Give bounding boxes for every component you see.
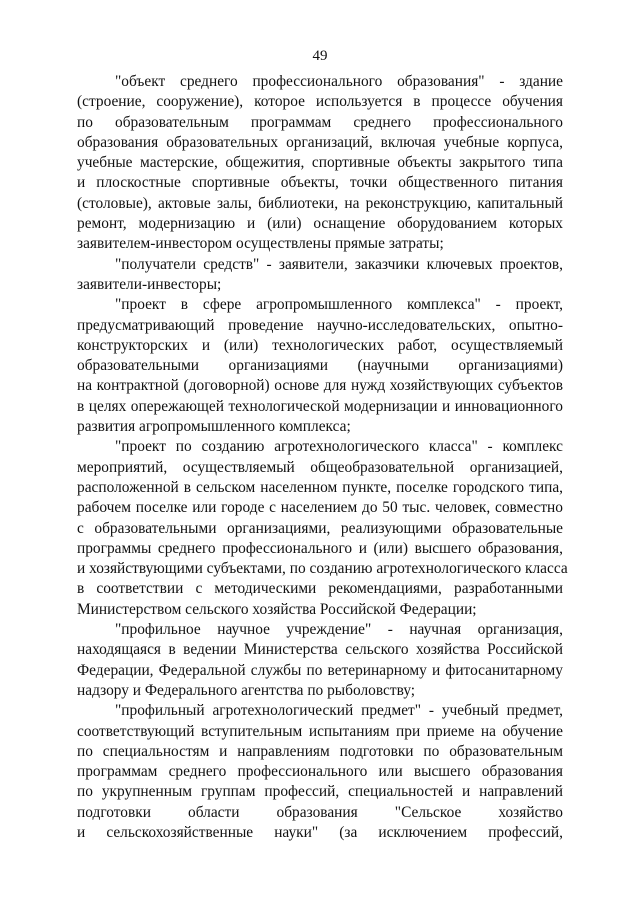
text-line: в соответствии с методическими рекомендациями, разработанными xyxy=(77,580,563,598)
text-line: по укрупненным группам профессий, специальностей и направлений xyxy=(77,783,563,801)
page-number: 49 xyxy=(312,48,328,64)
text-line: по специальностям и направлениям подготовки по образовательным xyxy=(77,742,563,760)
text-line: конструкторских и (или) технологических работ, осуществляемый xyxy=(77,336,563,354)
text-line: по образовательным программам среднего профессионального xyxy=(77,113,563,131)
text-line: "проект по созданию агротехнологического класса" - комплекс xyxy=(115,438,563,456)
definition-paragraph-agrotech-class xyxy=(77,437,568,620)
text-line: программы среднего профессионального и (или) высшего образования, xyxy=(77,539,563,557)
text-line: на контрактной (договорной) основе для нужд хозяйствующих субъектов xyxy=(77,377,563,395)
text-line: с образовательными организациями, реализующими образовательные xyxy=(77,519,563,537)
text-line: заявителем-инвестором осуществлены прямые затраты; xyxy=(77,235,444,253)
text-line: соответствующий вступительным испытаниям при приеме на обучение xyxy=(77,722,563,740)
text-line: (строение, сооружение), которое используется в процессе обучения xyxy=(77,93,563,111)
text-line: расположенной в сельском населенном пункте, поселке городского типа, xyxy=(77,478,563,496)
text-line: программам среднего профессионального или высшего образования xyxy=(77,763,563,781)
text-line: заявители-инвесторы; xyxy=(77,275,222,293)
text-line: и плоскостные спортивные объекты, точки общественного питания xyxy=(77,174,563,192)
text-line: развития агропромышленного комплекса; xyxy=(77,418,351,436)
text-line: Федерации, Федеральной службы по ветеринарному и фитосанитарному xyxy=(77,661,563,679)
definition-paragraph-agrotech-subject xyxy=(77,701,563,843)
text-line: "получатели средств" - заявители, заказчики ключевых проектов, xyxy=(115,255,563,273)
text-line: ремонт, модернизацию и (или) оснащение оборудованием которых xyxy=(77,215,563,233)
text-line: учебные мастерские, общежития, спортивные объекты закрытого типа xyxy=(77,154,563,172)
text-line: мероприятий, осуществляемый общеобразовательной организацией, xyxy=(77,458,563,476)
text-line: "объект среднего профессионального образования" - здание xyxy=(115,73,563,90)
text-line: и сельскохозяйственные науки" (за исключением профессий, xyxy=(77,823,563,841)
text-line: подготовки области образования "Сельское хозяйство xyxy=(77,803,563,821)
text-line: находящаяся в ведении Министерства сельского хозяйства Российской xyxy=(77,641,563,659)
text-line: предусматривающий проведение научно-исследовательских, опытно- xyxy=(77,316,563,334)
document-body xyxy=(77,72,568,843)
definition-paragraph-scientific-institution xyxy=(77,620,563,701)
text-line: образования образовательных организаций, включая учебные корпуса, xyxy=(77,133,563,151)
text-line: "проект в сфере агропромышленного комплекса" - проект, xyxy=(115,296,563,314)
text-line: и хозяйствующими субъектами, по созданию агротехнологического класса xyxy=(77,560,568,578)
definition-paragraph-recipients xyxy=(77,255,563,296)
text-line: "профильный агротехнологический предмет" - учебный предмет, xyxy=(115,702,563,720)
text-line: образовательными организациями (научными организациями) xyxy=(77,357,563,375)
text-line: "профильное научное учреждение" - научная организация, xyxy=(115,621,563,639)
definition-paragraph-object-spo xyxy=(77,72,563,255)
text-line: Министерством сельского хозяйства Российской Федерации; xyxy=(77,600,477,618)
text-line: в целях опережающей технологической модернизации и инновационного xyxy=(77,397,563,415)
text-line: рабочем поселке или городе с населением до 50 тыс. человек, совместно xyxy=(77,499,563,517)
text-line: (столовые), актовые залы, библиотеки, на реконструкцию, капитальный xyxy=(77,194,563,212)
text-line: надзору и Федерального агентства по рыболовству; xyxy=(77,681,416,699)
definition-paragraph-agro-project xyxy=(77,295,563,437)
